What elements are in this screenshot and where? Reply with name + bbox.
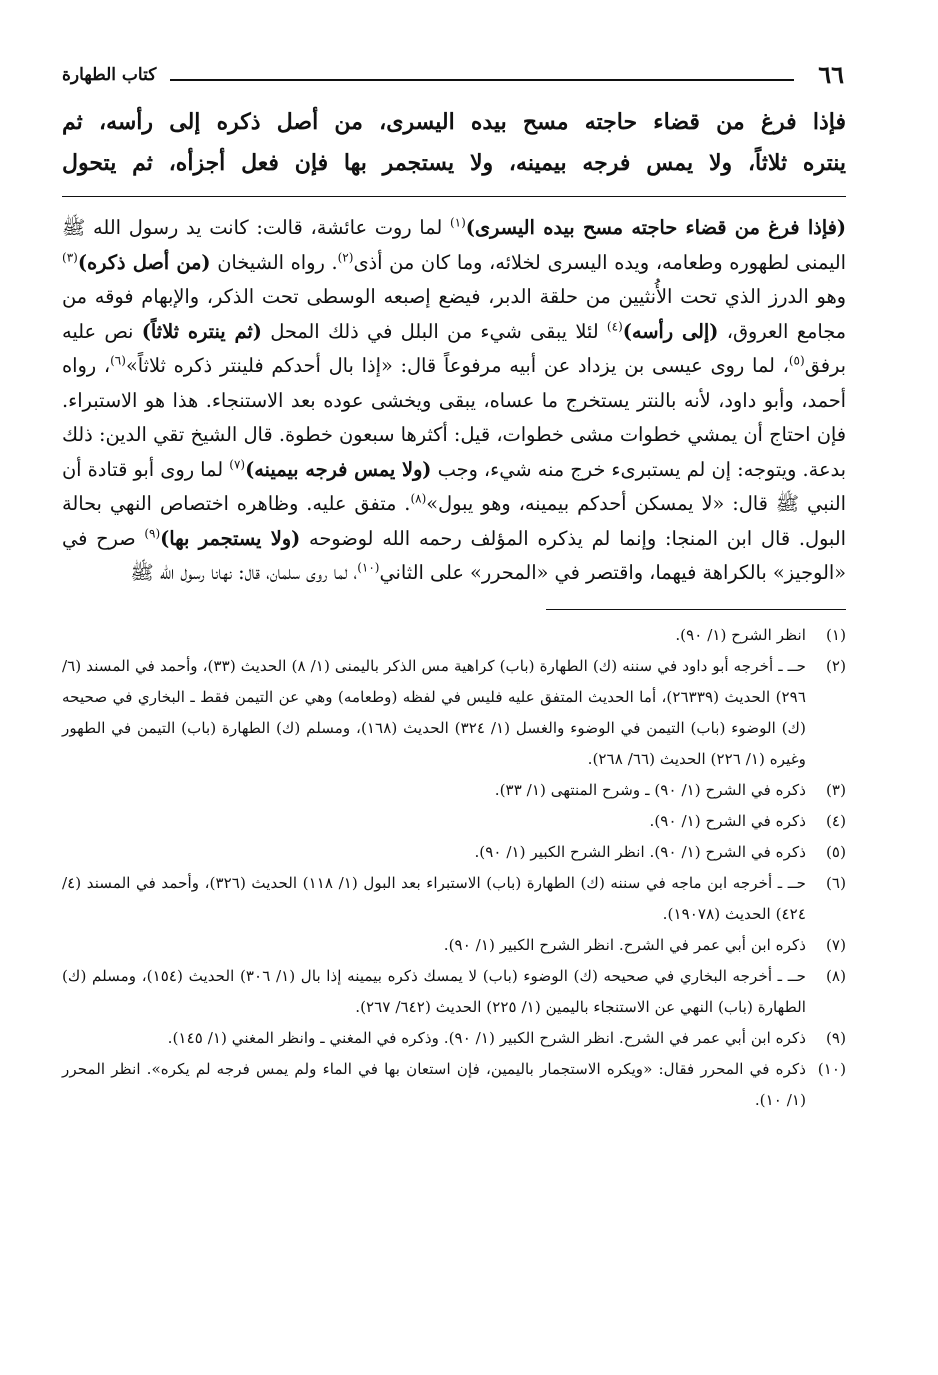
- commentary-text: لئلا يبقى شيء من البلل في ذلك المحل: [261, 319, 607, 343]
- footnote-ref: (١٠): [357, 560, 380, 575]
- footnote-ref: (٧): [229, 457, 246, 472]
- main-text: [62, 102, 846, 184]
- quoted-text: (ثم ينتره ثلاثاً): [141, 319, 262, 343]
- footnote-text: ذكره ابن أبي عمر في الشرح. انظر الشرح الكبير (١/ ٩٠). وذكره في المغني ـ وانظر المغني (١/ ١٤٥).: [167, 1028, 806, 1047]
- footnote-number: (٨): [825, 966, 846, 985]
- footnote-ref: (١): [449, 215, 466, 230]
- footnote-text: حــ ـ أخرجه أبو داود في سننه (ك) الطهارة (باب) كراهية مس الذكر باليمنى (١/ ٨) الحديث (٣٣)، وأحمد في المسند (٦/ ٢٩٦) الحديث (٢٦٣٣٩)، أما الحديث المتفق عليه فليس في لفظه (وطعامه) وهي عن التيمن فقط ـ البخاري في صحيحه (ك) الوضوء (باب) التيمن في الوضوء والغسل (١/ ٣٢٤) الحديث (١٦٨)، ومسلم (ك) الطهارة (باب) التيمن في الطهور وغيره (١/ ٢٢٦) الحديث (٦٦/ ٢٦٨).: [62, 656, 806, 768]
- footnote-number: (٥): [825, 842, 846, 861]
- footnote: [62, 1023, 846, 1054]
- footnote: [62, 620, 846, 651]
- header-rule: [170, 79, 794, 81]
- page-number: ٦٦: [818, 60, 844, 89]
- commentary-text: . رواه الشيخان: [210, 250, 338, 274]
- footnote-text: ذكره في المحرر فقال: «ويكره الاستجمار باليمين، فإن استعان بها في الماء ولم يمس فرجه لم يكره». انظر المحرر (١/ ١٠).: [62, 1059, 806, 1109]
- footnote: [62, 651, 846, 775]
- footnote-number: (٤): [825, 811, 846, 830]
- footnote-text: ذكره في الشرح (١/ ٩٠) ـ وشرح المنتهى (١/ ٣٣).: [494, 780, 806, 799]
- footnote: [62, 930, 846, 961]
- footnote-number: (٣): [825, 780, 846, 799]
- commentary-text: صرح في «الوجيز» بالكراهة فيهما، واقتصر في «المحرر» على الثاني: [62, 526, 846, 584]
- quoted-text: (من أصل ذكره): [77, 250, 211, 274]
- footnote-number: (٢): [825, 656, 846, 675]
- quoted-text: (إلى رأسه): [622, 319, 719, 343]
- footnote-text: حــ ـ أخرجه ابن ماجه في سننه (ك) الطهارة (باب) الاستبراء بعد البول (١/ ١١٨) الحديث (٣٢٦)، وأحمد في المسند (٤/ ٤٢٤) الحديث (١٩٠٧٨).: [62, 873, 806, 923]
- footnote-ref: (٣): [62, 250, 78, 265]
- commentary-paragraph: [62, 211, 846, 591]
- footnote-text: ذكره في الشرح (١/ ٩٠). انظر الشرح الكبير (١/ ٩٠).: [474, 842, 806, 861]
- text-divider: [62, 196, 846, 197]
- footnote: [62, 775, 846, 806]
- commentary-text: لما روى أبو قتادة أن النبي ﷺ قال: «لا يمسكن أحدكم بيمينه، وهو يبول»: [62, 457, 846, 515]
- footnote-divider: [546, 609, 846, 610]
- footnote-ref: (٢): [337, 250, 354, 265]
- book-page: [62, 58, 846, 1348]
- footnote: [62, 961, 846, 1023]
- commentary-text: نص عليه برفق: [62, 319, 846, 377]
- commentary-text: ، لما روى سلمان، قال: نهانا رسول الله ﷺ: [130, 561, 358, 584]
- footnote: [62, 806, 846, 837]
- commentary-text: ، لما روى عيسى بن يزداد عن أبيه مرفوعاً قال: «إذا بال أحدكم فلينتر ذكره ثلاثاً»: [125, 354, 789, 377]
- footnote: [62, 1054, 846, 1116]
- quoted-text: (ولا يستجمر بها): [160, 526, 301, 550]
- commentary: [62, 211, 846, 591]
- footnote: [62, 837, 846, 868]
- footnote-text: حــ ـ أخرجه البخاري في صحيحه (ك) الوضوء (باب) لا يمسك ذكره بيمينه إذا بال (١/ ٣٠٦) الحديث (١٥٤)، ومسلم (ك) الطهارة (باب) النهي عن الاستنجاء باليمين (١/ ٢٢٥) الحديث (٦٤٢/ ٢٦٧).: [62, 966, 806, 1016]
- footnote-number: (١): [825, 625, 846, 644]
- quoted-text: (فإذا فرغ من قضاء حاجته مسح بيده اليسرى): [465, 216, 846, 239]
- main-text-line: ينتره ثلاثاً، ولا يمس فرجه بيمينه، ولا يستجمر بها فإن فعل أجزأه، ثم يتحول: [62, 150, 846, 176]
- commentary-text: . متفق عليه. وظاهره اختصاص النهي بحالة البول. قال ابن المنجا: وإنما لم يذكره المؤلف رحمه الله لوضوحه: [62, 492, 846, 550]
- main-text-line: فإذا فرغ من قضاء حاجته مسح بيده اليسرى، من أصل ذكره إلى رأسه، ثم: [62, 109, 846, 135]
- commentary-text: لما روت عائشة، قالت: كانت يد رسول الله ﷺ اليمنى لطهوره وطعامه، ويده اليسرى لخلائه، وما كان من أذى: [62, 216, 847, 274]
- footnote-number: (١٠): [817, 1059, 846, 1078]
- footnote-ref: (٤): [606, 319, 623, 334]
- footnote-number: (٩): [825, 1028, 846, 1047]
- footnote-ref: (٦): [110, 353, 126, 368]
- footnote-ref: (٩): [144, 526, 161, 541]
- commentary-text: وهو الدرز الذي تحت الأُنثيين من حلقة الدبر، فيضع إصبعه الوسطى تحت الذكر، والإبهام فوقه من مجامع العروق،: [62, 285, 846, 343]
- running-header: [62, 58, 846, 92]
- footnote-text: ذكره ابن أبي عمر في الشرح. انظر الشرح الكبير (١/ ٩٠).: [443, 935, 806, 954]
- footnote-ref: (٨): [410, 491, 427, 506]
- book-title: كتاب الطهارة: [62, 65, 157, 85]
- footnote-ref: (٥): [788, 353, 805, 368]
- footnote-text: ذكره في الشرح (١/ ٩٠).: [649, 811, 806, 830]
- quoted-text: (ولا يمس فرجه بيمينه): [245, 457, 432, 481]
- footnote-number: (٧): [825, 935, 846, 954]
- footnote-text: انظر الشرح (١/ ٩٠).: [675, 625, 806, 644]
- commentary-text: ، رواه أحمد، وأبو داود، لأنه بالنتر يستخرج ما عساه، يبقى ويخشى عوده بعد الاستنجاء. هذا هو الاستبراء. فإن احتاج أن يمشي خطوات مشى خطوات، قيل: أكثرها سبعون خطوة. قال الشيخ تقي الدين: ذلك بدعة. ويتوجه: إن لم يستبرىء خرج منه شيء، وجب: [62, 354, 846, 481]
- footnotes: [62, 620, 846, 1116]
- footnote: [62, 868, 846, 930]
- footnote-number: (٦): [825, 873, 846, 892]
